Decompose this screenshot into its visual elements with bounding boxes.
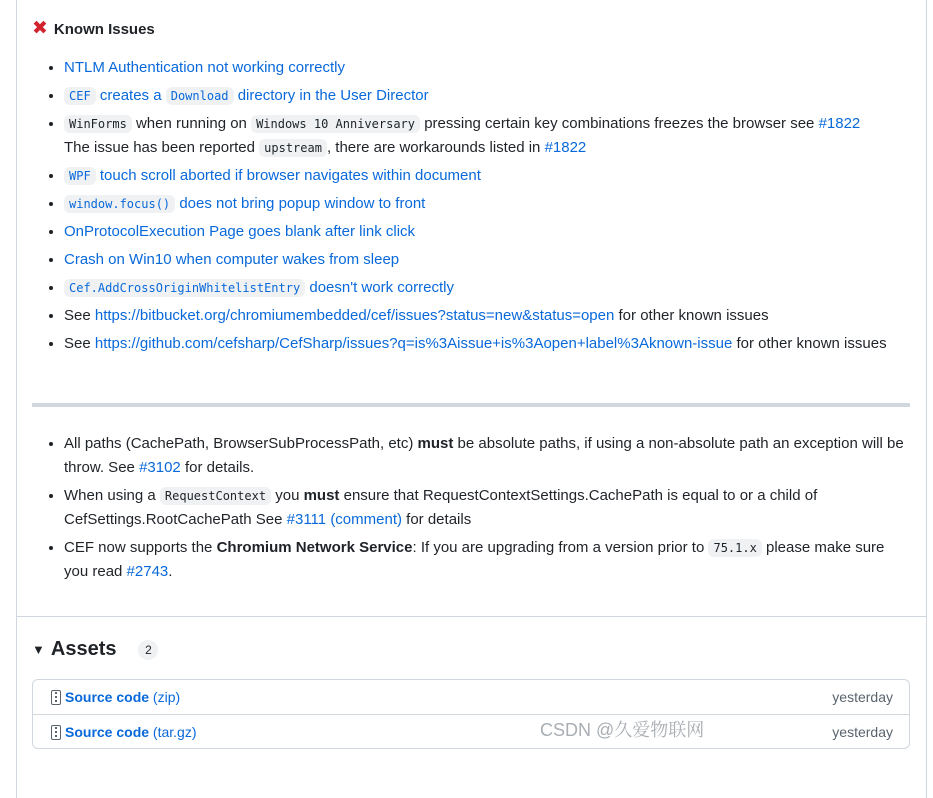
list-item [64, 432, 910, 480]
divider [32, 403, 910, 407]
issue-link[interactable]: OnProtocolExecution Page goes blank after link click [64, 223, 416, 240]
text: be absolute paths, if using a non-absolute path an exception will be throw. See [64, 435, 904, 476]
assets-table [32, 679, 910, 749]
github-link[interactable]: https://github.com/cefsharp/CefSharp/issues?q=is%3Aissue+is%3Aopen+label%3Aknown-issue [94, 335, 733, 352]
asset-row [33, 680, 909, 714]
issue-link[interactable] [64, 87, 429, 104]
issue-link[interactable]: #2743 [126, 563, 169, 580]
bold-text: must [417, 435, 454, 452]
comment-link[interactable]: (comment) [330, 511, 402, 528]
code: RequestContext [160, 487, 271, 505]
asset-ext: (zip) [152, 689, 181, 705]
text: for other known issues [736, 335, 887, 352]
file-zip-icon [51, 725, 61, 740]
text: for other known issues [618, 307, 769, 324]
text: , there are workarounds listed in [326, 139, 541, 156]
issue-link[interactable]: Crash on Win10 when computer wakes from sleep [64, 251, 400, 268]
text: See [64, 335, 91, 352]
text: ensure that RequestContextSettings.CachePath is equal to or a child of CefSettings.RootCachePath See [64, 487, 818, 528]
text: When using a [64, 487, 156, 504]
code: Windows 10 Anniversary [251, 115, 420, 133]
known-issues-heading [32, 20, 155, 38]
text: touch scroll aborted if browser navigates within document [99, 167, 481, 184]
issue-link[interactable]: #1822 [818, 115, 861, 132]
text: please make sure you read [64, 539, 885, 580]
text: CEF now supports the [64, 539, 213, 556]
list-item [64, 484, 910, 532]
code: window.focus() [64, 195, 175, 213]
issue-link[interactable]: #1822 [544, 139, 587, 156]
list-item [64, 332, 910, 356]
list-item [64, 248, 910, 272]
assets-title: Assets [50, 638, 117, 660]
text: directory in the User Director [237, 87, 429, 104]
code: Cef.AddCrossOriginWhitelistEntry [64, 279, 305, 297]
code: 75.1.x [708, 539, 761, 557]
list-item [64, 304, 910, 328]
issue-link[interactable]: NTLM Authentication not working correctly [64, 59, 345, 76]
assets-toggle[interactable] [32, 638, 158, 661]
section-divider [16, 616, 927, 617]
issue-link[interactable] [64, 195, 425, 212]
asset-name: Source code [65, 723, 150, 740]
text: See [64, 307, 91, 324]
issue-link[interactable]: #3102 [139, 459, 181, 476]
file-zip-icon [51, 690, 61, 705]
issue-link[interactable]: #3111 [286, 511, 327, 528]
asset-link[interactable] [51, 724, 197, 740]
text: does not bring popup window to front [179, 195, 426, 212]
watermark: CSDN @久爱物联网 [540, 720, 705, 740]
cross-mark-icon: ✖ [32, 18, 48, 39]
text: . [168, 563, 173, 580]
text: creates a [99, 87, 162, 104]
list-item [64, 220, 910, 244]
text: : If you are upgrading from a version prior to [412, 539, 705, 556]
text: you [275, 487, 300, 504]
asset-link[interactable] [51, 689, 180, 705]
notes-list [32, 432, 910, 588]
asset-ext: (tar.gz) [152, 723, 197, 740]
assets-count-badge: 2 [138, 640, 158, 660]
text: All paths (CachePath, BrowserSubProcessPath, etc) [64, 435, 414, 452]
code: CEF [64, 87, 96, 105]
list-item [64, 536, 910, 584]
asset-name: Source code [65, 689, 150, 705]
issue-link[interactable] [64, 279, 454, 296]
bold-text: Chromium Network Service [216, 539, 413, 556]
text: when running on [135, 115, 247, 132]
text: for details. [184, 459, 255, 476]
code: WinForms [64, 115, 132, 133]
list-item [64, 164, 910, 188]
list-item [64, 276, 910, 300]
list-item [64, 112, 910, 160]
text: doesn't work correctly [309, 279, 454, 296]
text: The issue has been reported [64, 139, 255, 156]
issue-link[interactable] [64, 167, 481, 184]
asset-row [33, 714, 909, 748]
code: upstream [259, 139, 327, 157]
list-item [64, 192, 910, 216]
list-item [64, 56, 910, 80]
list-item [64, 84, 910, 108]
text: pressing certain key combinations freezes the browser see [424, 115, 815, 132]
text: for details [406, 511, 472, 528]
heading-text: Known Issues [53, 20, 155, 38]
triangle-down-icon: ▼ [32, 642, 45, 657]
code: Download [166, 87, 234, 105]
bitbucket-link[interactable]: https://bitbucket.org/chromiumembedded/cef/issues?status=new&status=open [94, 307, 615, 324]
known-issues-list [32, 56, 910, 360]
asset-date: yesterday [832, 689, 893, 705]
asset-date: yesterday [832, 723, 893, 740]
code: WPF [64, 167, 96, 185]
bold-text: must [303, 487, 340, 504]
